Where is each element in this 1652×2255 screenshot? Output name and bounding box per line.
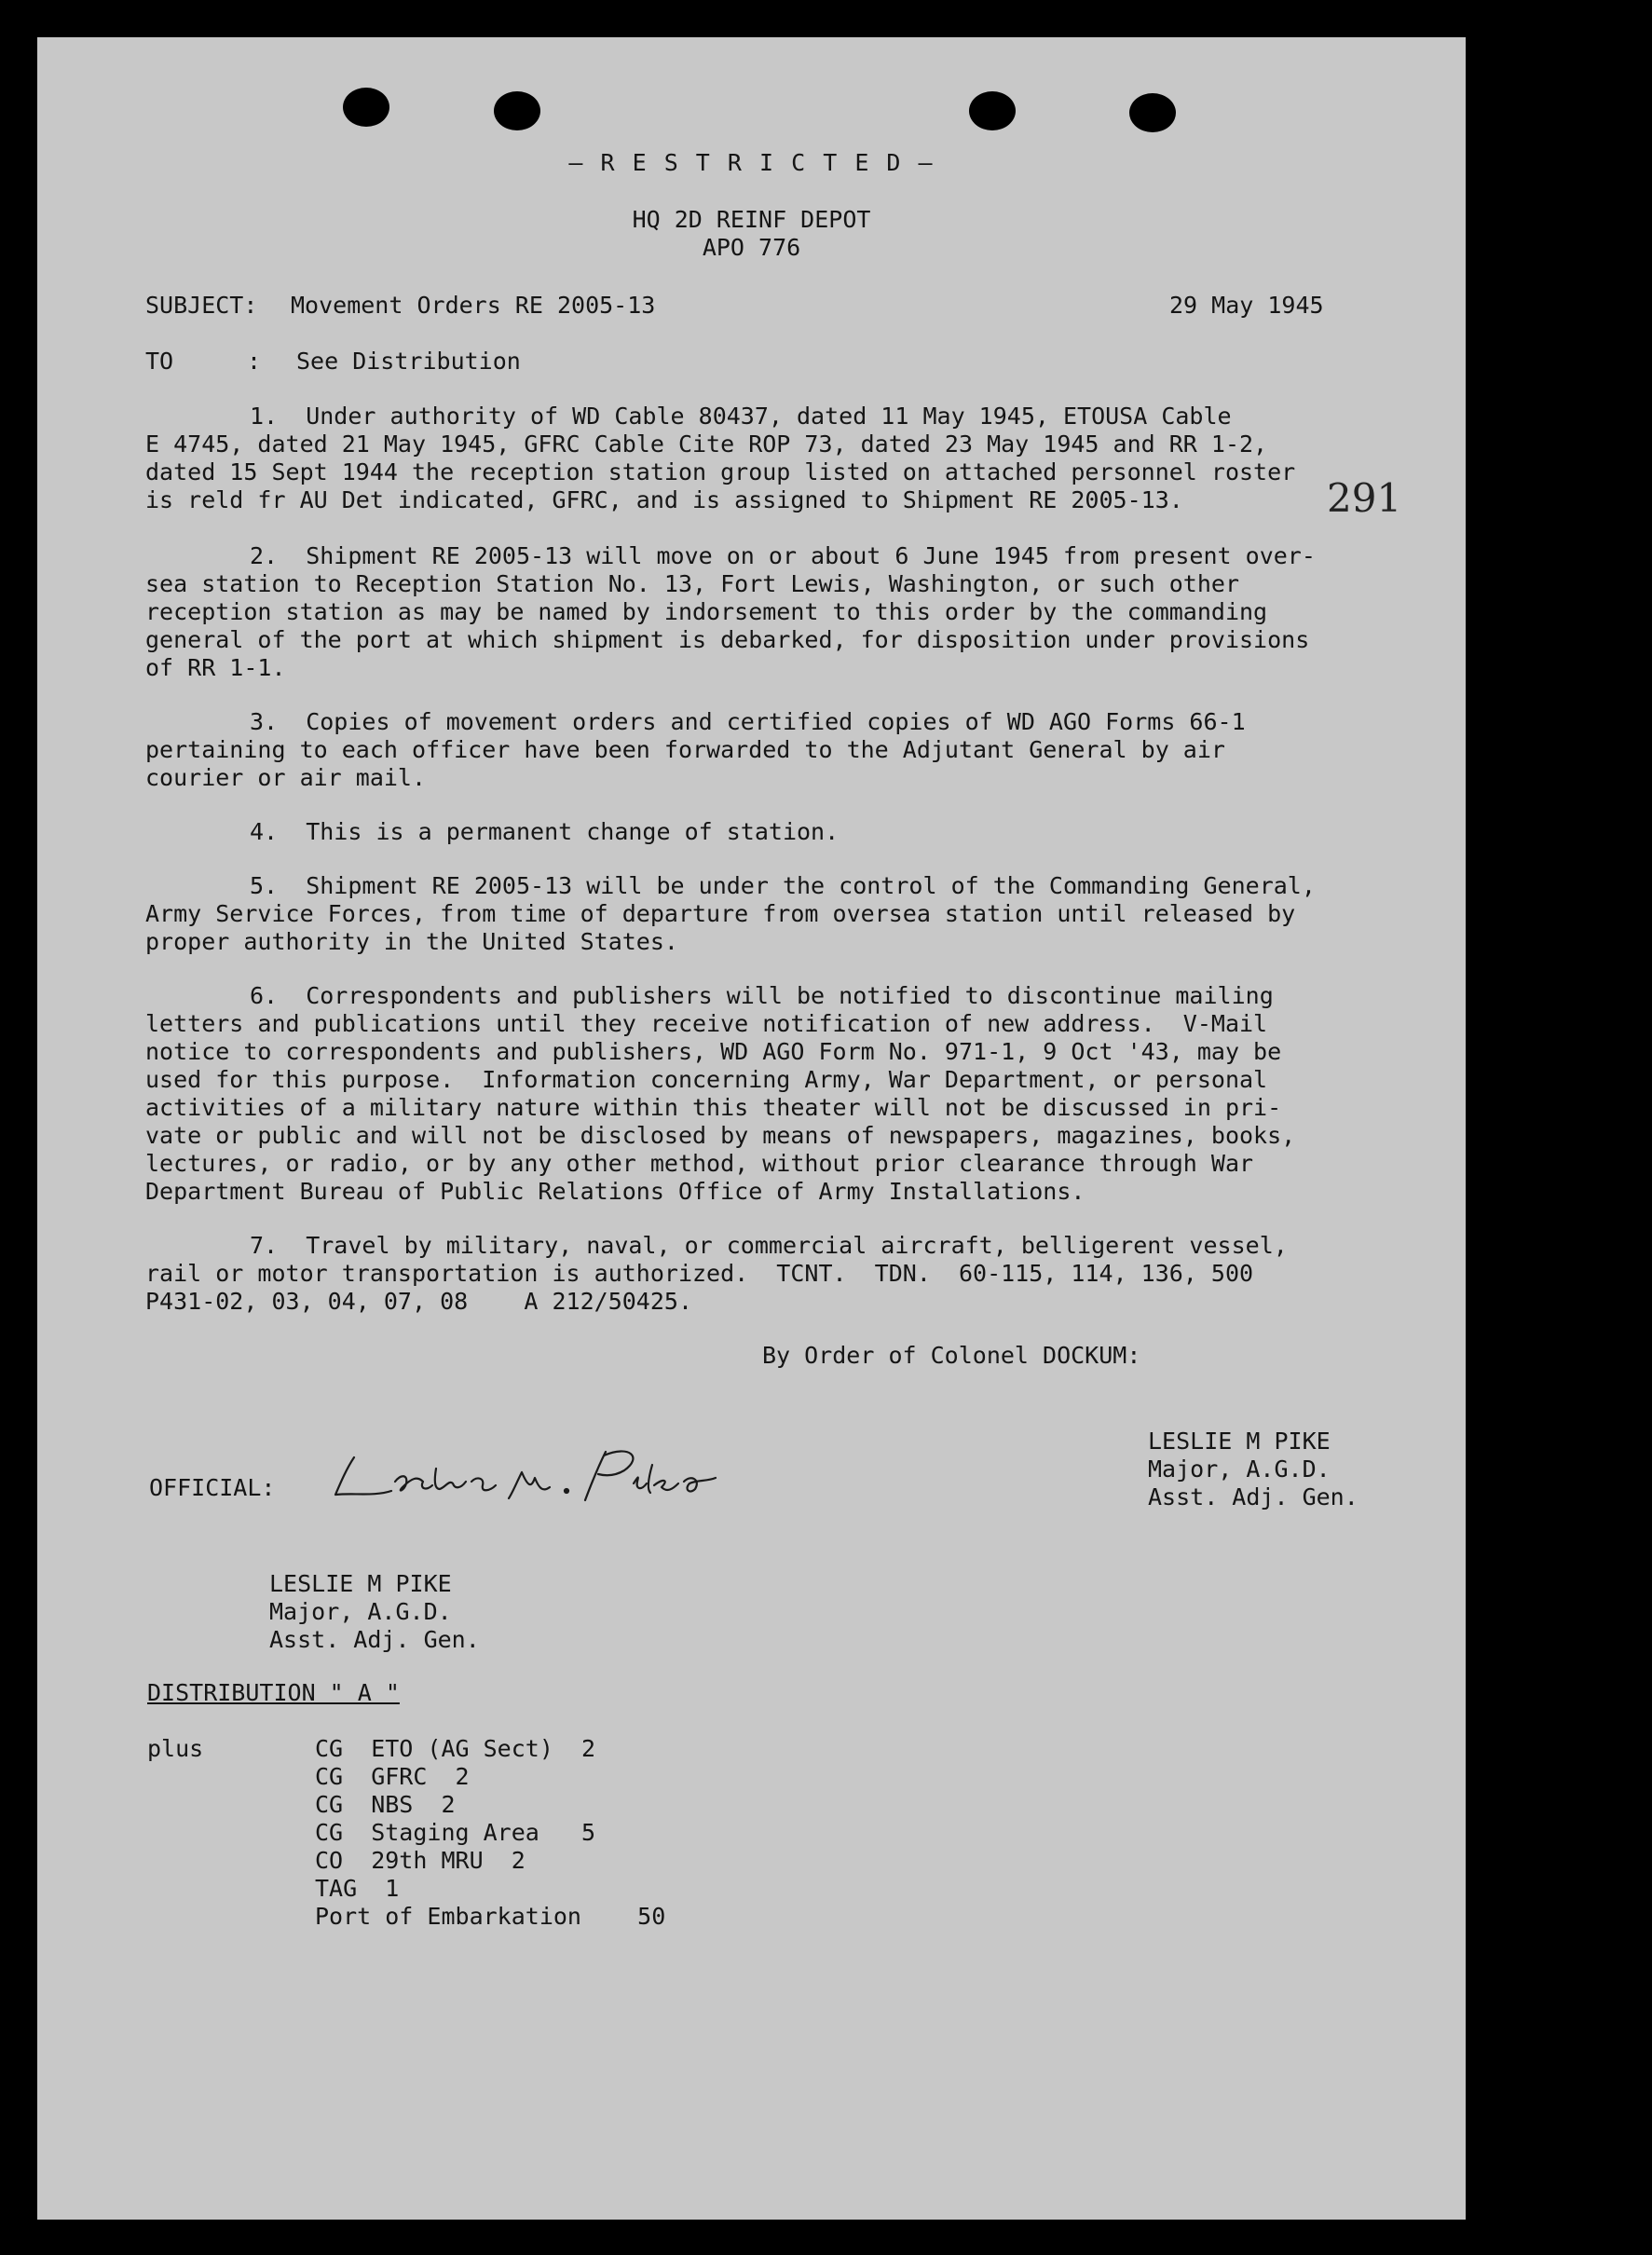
distribution-item: CG NBS 2	[315, 1791, 456, 1818]
signatory-rank: Major, A.G.D.	[269, 1598, 452, 1625]
subject-label: SUBJECT:	[145, 292, 258, 319]
document-date: 29 May 1945	[1169, 292, 1324, 319]
handwritten-signature	[326, 1441, 736, 1515]
subject-text: Movement Orders RE 2005-13	[291, 292, 656, 319]
paragraph-line: general of the port at which shipment is debarked, for disposition under provisions	[145, 626, 1310, 653]
paragraph-line: Department Bureau of Public Relations Office of Army Installations.	[145, 1178, 1085, 1205]
punch-hole	[494, 91, 540, 130]
punch-hole	[343, 88, 389, 127]
to-separator: :	[247, 348, 262, 375]
paragraph-line: 6. Correspondents and publishers will be notified to discontinue mailing	[250, 982, 1274, 1009]
punch-hole	[969, 91, 1016, 130]
signatory-rank: Major, A.G.D.	[1148, 1456, 1331, 1483]
document-page	[37, 37, 1466, 2220]
paragraph-line: sea station to Reception Station No. 13, Fort Lewis, Washington, or such other	[145, 570, 1239, 597]
paragraph-line: is reld fr AU Det indicated, GFRC, and is assigned to Shipment RE 2005-13.	[145, 486, 1183, 513]
signatory-name: LESLIE M PIKE	[269, 1570, 452, 1597]
paragraph-line: lectures, or radio, or by any other method, without prior clearance through War	[145, 1150, 1254, 1177]
paragraph-line: 1. Under authority of WD Cable 80437, dated 11 May 1945, ETOUSA Cable	[250, 403, 1232, 430]
apo-header: APO 776	[702, 234, 801, 261]
distribution-item: TAG 1	[315, 1875, 400, 1902]
signatory-title: Asst. Adj. Gen.	[269, 1626, 480, 1653]
to-label: TO	[145, 348, 174, 375]
classification-header: — R E S T R I C T E D —	[568, 149, 935, 176]
paragraph-line: 5. Shipment RE 2005-13 will be under the control of the Commanding General,	[250, 872, 1316, 899]
distribution-plus: plus	[147, 1735, 204, 1762]
paragraph-line: courier or air mail.	[145, 764, 427, 791]
paragraph-line: dated 15 Sept 1944 the reception station group listed on attached personnel roster	[145, 458, 1296, 485]
paragraph-line: used for this purpose. Information concerning Army, War Department, or personal	[145, 1066, 1268, 1093]
paragraph-line: 4. This is a permanent change of station.	[250, 818, 840, 845]
paragraph-line: rail or motor transportation is authorized. TCNT. TDN. 60-115, 114, 136, 500	[145, 1260, 1254, 1287]
paragraph-line: of RR 1-1.	[145, 654, 286, 681]
distribution-item: CG Staging Area 5	[315, 1819, 596, 1846]
paragraph-line: P431-02, 03, 04, 07, 08 A 212/50425.	[145, 1288, 692, 1315]
paragraph-line: pertaining to each officer have been forwarded to the Adjutant General by air	[145, 736, 1225, 763]
to-text: See Distribution	[296, 348, 521, 375]
punch-hole	[1129, 93, 1176, 132]
distribution-item: CG ETO (AG Sect) 2	[315, 1735, 596, 1762]
distribution-item: CG GFRC 2	[315, 1763, 470, 1790]
distribution-item: Port of Embarkation 50	[315, 1903, 666, 1930]
paragraph-line: activities of a military nature within this theater will not be discussed in pri-	[145, 1094, 1282, 1121]
unit-header: HQ 2D REINF DEPOT	[632, 206, 871, 233]
paragraph-line: reception station as may be named by indorsement to this order by the commanding	[145, 598, 1268, 625]
paragraph-line: E 4745, dated 21 May 1945, GFRC Cable Cite ROP 73, dated 23 May 1945 and RR 1-2,	[145, 430, 1268, 458]
paragraph-line: vate or public and will not be disclosed by means of newspapers, magazines, books,	[145, 1122, 1296, 1149]
paragraph-line: notice to correspondents and publishers, WD AGO Form No. 971-1, 9 Oct '43, may be	[145, 1038, 1282, 1065]
official-label: OFFICIAL:	[149, 1474, 276, 1501]
paragraph-line: 2. Shipment RE 2005-13 will move on or about 6 June 1945 from present over-	[250, 542, 1316, 569]
page-number-stamp: 291	[1327, 475, 1402, 521]
paragraph-line: 7. Travel by military, naval, or commercial aircraft, belligerent vessel,	[250, 1232, 1288, 1259]
distribution-item: CO 29th MRU 2	[315, 1847, 526, 1874]
signatory-name: LESLIE M PIKE	[1148, 1428, 1331, 1455]
paragraph-line: 3. Copies of movement orders and certified copies of WD AGO Forms 66-1	[250, 708, 1246, 735]
paragraph-line: proper authority in the United States.	[145, 928, 678, 955]
signatory-title: Asst. Adj. Gen.	[1148, 1483, 1358, 1510]
by-order-line: By Order of Colonel DOCKUM:	[762, 1342, 1141, 1369]
paragraph-line: Army Service Forces, from time of departure from oversea station until released by	[145, 900, 1296, 927]
distribution-heading: DISTRIBUTION " A "	[147, 1679, 400, 1706]
paragraph-line: letters and publications until they receive notification of new address. V-Mail	[145, 1010, 1268, 1037]
